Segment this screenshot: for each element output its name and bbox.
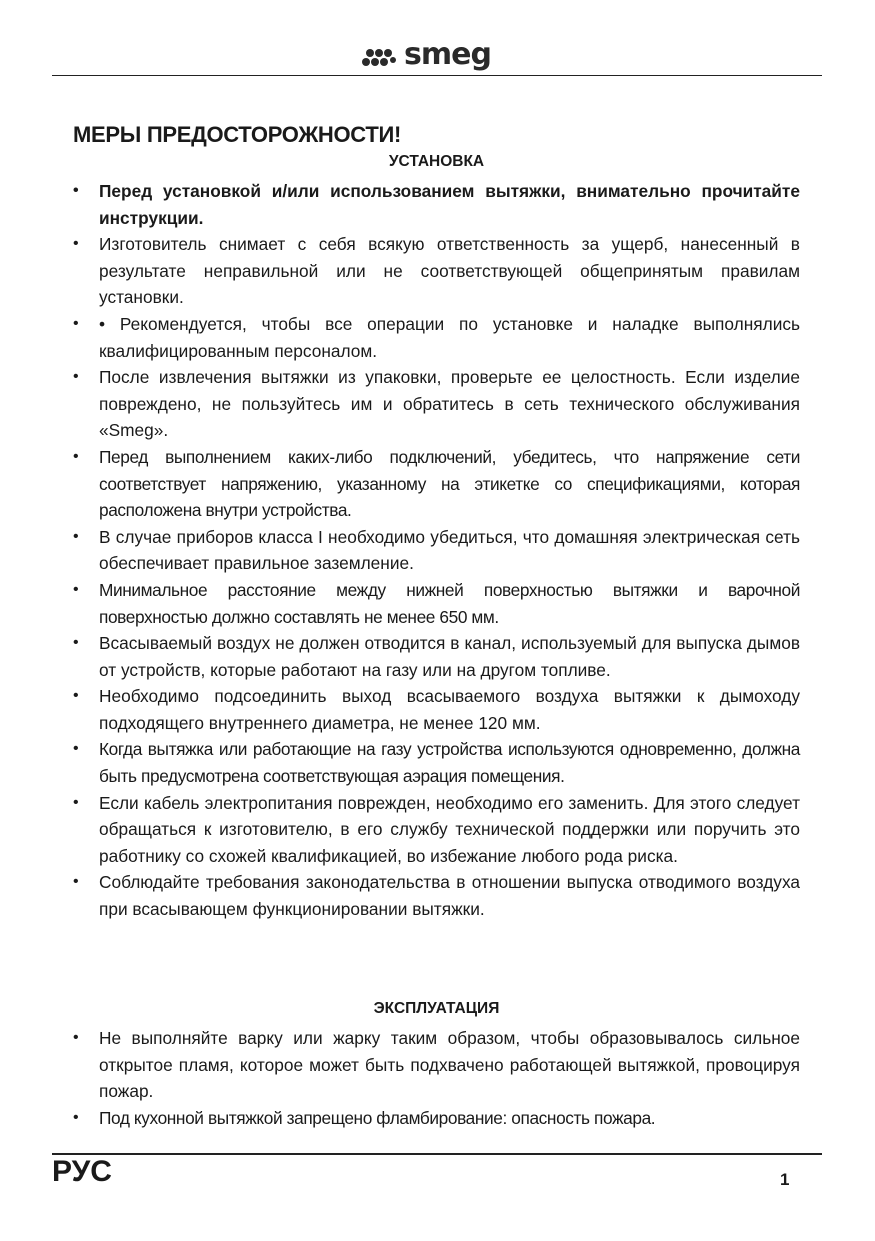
list-item: • Всасываемый воздух не должен отводится в канал, используемый для выпуска дымов от устройств, которые работают на газу или на другом топливе. bbox=[73, 630, 800, 683]
list-item: • Не выполняйте варку или жарку таким образом, чтобы образовывалось сильное открытое пламя, которое может быть подхвачено работающей вытяжкой, провоцируя пожар. bbox=[73, 1025, 800, 1105]
list-item: • Перед установкой и/или использованием вытяжки, внимательно прочитайте инструкции. bbox=[73, 178, 800, 231]
header-divider bbox=[52, 75, 822, 76]
list-item: • После извлечения вытяжки из упаковки, проверьте ее целостность. Если изделие повреждено, не пользуйтесь им и обратитесь в сеть технического обслуживания «Smeg». bbox=[73, 364, 800, 444]
list-item: • Необходимо подсоединить выход всасываемого воздуха вытяжки к дымоходу подходящего внутреннего диаметра, не менее 120 мм. bbox=[73, 683, 800, 736]
page-title: МЕРЫ ПРЕДОСТОРОЖНОСТИ! bbox=[73, 122, 402, 147]
list-item: • Перед выполнением каких-либо подключений, убедитесь, что напряжение сети соответствует напряжению, указанному на этикетке со спецификациями, которая расположена внутри устройства. bbox=[73, 444, 800, 524]
list-item: • Соблюдайте требования законодательства в отношении выпуска отводимого воздуха при всасывающем функционировании вытяжки. bbox=[73, 869, 800, 922]
list-item: • Под кухонной вытяжкой запрещено фламбирование: опасность пожара. bbox=[73, 1105, 800, 1132]
list-item: • В случае приборов класса I необходимо убедиться, что домашняя электрическая сеть обеспечивает правильное заземление. bbox=[73, 524, 800, 577]
list-item: • Если кабель электропитания поврежден, необходимо его заменить. Для этого следует обращаться к изготовителю, в его службу технической поддержки или поручить это работнику со схожей квалификацией, во избежание любого рода риска. bbox=[73, 790, 800, 870]
brand-wordmark: smeg bbox=[404, 37, 491, 72]
list-item: • • Рекомендуется, чтобы все операции по установке и наладке выполнялись квалифицированным персоналом. bbox=[73, 311, 800, 364]
logo-dots-icon bbox=[360, 40, 402, 70]
page-number: 1 bbox=[780, 1170, 790, 1189]
list-item: • Изготовитель снимает с себя всякую ответственность за ущерб, нанесенный в результате неправильной или не соответствующей общепринятым правилам установки. bbox=[73, 231, 800, 311]
section-heading-installation: УСТАНОВКА bbox=[388, 153, 485, 170]
footer-language: РУС bbox=[52, 1155, 112, 1188]
footer-divider bbox=[52, 1153, 822, 1155]
smeg-logo bbox=[360, 38, 516, 72]
operation-list bbox=[73, 1025, 800, 1131]
list-item: • Когда вытяжка или работающие на газу устройства используются одновременно, должна быть предусмотрена соответствующая аэрация помещения. bbox=[73, 736, 800, 789]
installation-list bbox=[73, 178, 800, 923]
list-item: • Минимальное расстояние между нижней поверхностью вытяжки и варочной поверхностью должно составлять не менее 650 мм. bbox=[73, 577, 800, 630]
section-heading-operation: ЭКСПЛУАТАЦИЯ bbox=[373, 1000, 500, 1017]
